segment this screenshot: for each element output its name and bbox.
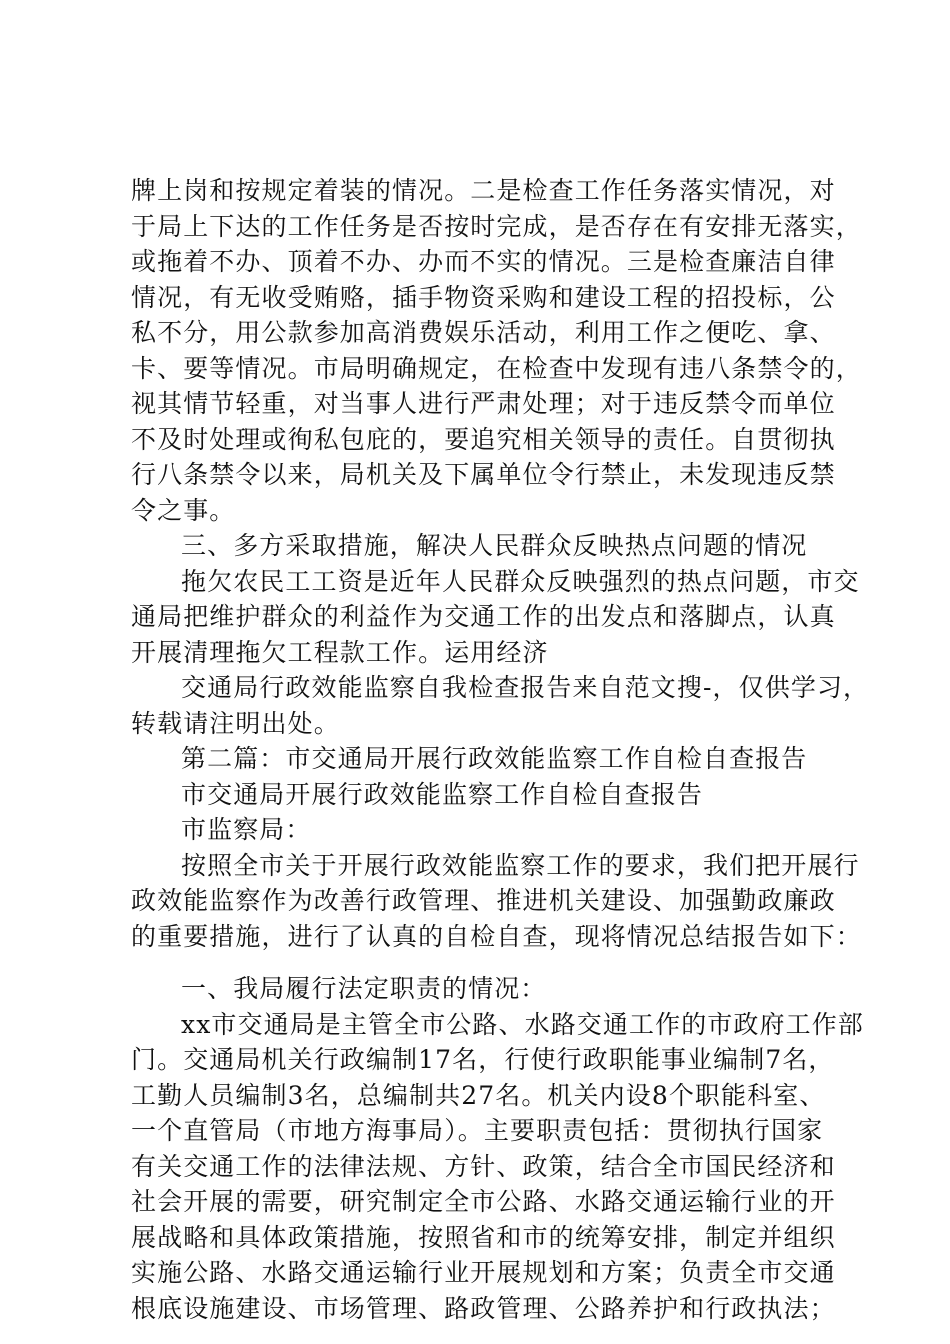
text-line: 卡、要等情况。市局明确规定，在检查中发现有违八条禁令的，: [131, 353, 862, 383]
section-heading: 一、我局履行法定职责的情况：: [181, 974, 547, 1003]
text-line: 门。交通局机关行政编制17名，行使行政职能事业编制7名，: [131, 1045, 835, 1074]
source-note-line: 交通局行政效能监察自我检查报告来自范文搜-，仅供学习，: [181, 673, 870, 702]
text-line: 社会开展的需要，研究制定全市公路、水路交通运输行业的开: [131, 1187, 836, 1216]
text-line: 牌上岗和按规定着装的情况。二是检查工作任务落实情况，对: [131, 176, 836, 205]
chapter-heading: 第二篇：市交通局开展行政效能监察工作自检自查报告: [181, 744, 808, 773]
text-line: 实施公路、水路交通运输行业开展规划和方案；负责全市交通: [131, 1258, 836, 1287]
text-line: 不及时处理或徇私包庇的，要追究相关领导的责任。自贯彻执: [131, 424, 836, 454]
text-line: 或拖着不办、顶着不办、办而不实的情况。三是检查廉洁自律: [131, 247, 836, 276]
document-body: [131, 173, 870, 1326]
text-line: 视其情节轻重，对当事人进行严肃处理；对于违反禁令而单位: [131, 389, 836, 418]
text-line: 一个直管局（市地方海事局）。主要职责包括：贯彻执行国家: [131, 1116, 824, 1145]
section-heading: 三、多方采取措施，解决人民群众反映热点问题的情况: [181, 531, 808, 560]
source-note-line: 转载请注明出处。: [131, 708, 340, 738]
text-line: 政效能监察作为改善行政管理、推进机关建设、加强勤政廉政: [131, 886, 836, 915]
paragraph-start-line: xx市交通局是主管全市公路、水路交通工作的市政府工作部: [181, 1009, 864, 1039]
text-line: 令之事。: [131, 495, 236, 525]
addressee: 市监察局：: [181, 815, 312, 844]
text-line: 于局上下达的工作任务是否按时完成，是否存在有安排无落实，: [131, 211, 862, 241]
paragraph-gap: [131, 954, 843, 971]
text-line: 根底设施建设、市场管理、路政管理、公路养护和行政执法；: [131, 1293, 836, 1323]
text-line: 开展清理拖欠工程款工作。运用经济: [131, 637, 549, 667]
paragraph-start-line: 按照全市关于开展行政效能监察工作的要求，我们把开展行: [181, 850, 860, 880]
text-line: 行八条禁令以来，局机关及下属单位令行禁止，未发现违反禁: [131, 460, 836, 489]
text-line: 的重要措施，进行了认真的自检自查，现将情况总结报告如下：: [131, 921, 862, 951]
text-line: 情况，有无收受贿赂，插手物资采购和建设工程的招投标，公: [131, 282, 836, 312]
text-line: 展战略和具体政策措施，按照省和市的统筹安排，制定并组织: [131, 1222, 836, 1252]
report-title: 市交通局开展行政效能监察工作自检自查报告: [181, 779, 704, 809]
text-line: 工勤人员编制3名，总编制共27名。机关内设8个职能科室、: [131, 1080, 826, 1110]
text-line: 私不分，用公款参加高消费娱乐活动，利用工作之便吃、拿、: [131, 318, 836, 347]
text-line: 有关交通工作的法律法规、方针、政策，结合全市国民经济和: [131, 1151, 836, 1181]
text-line: 通局把维护群众的利益作为交通工作的出发点和落脚点，认真: [131, 602, 836, 631]
paragraph-start-line: 拖欠农民工工资是近年人民群众反映强烈的热点问题，市交: [181, 566, 860, 596]
